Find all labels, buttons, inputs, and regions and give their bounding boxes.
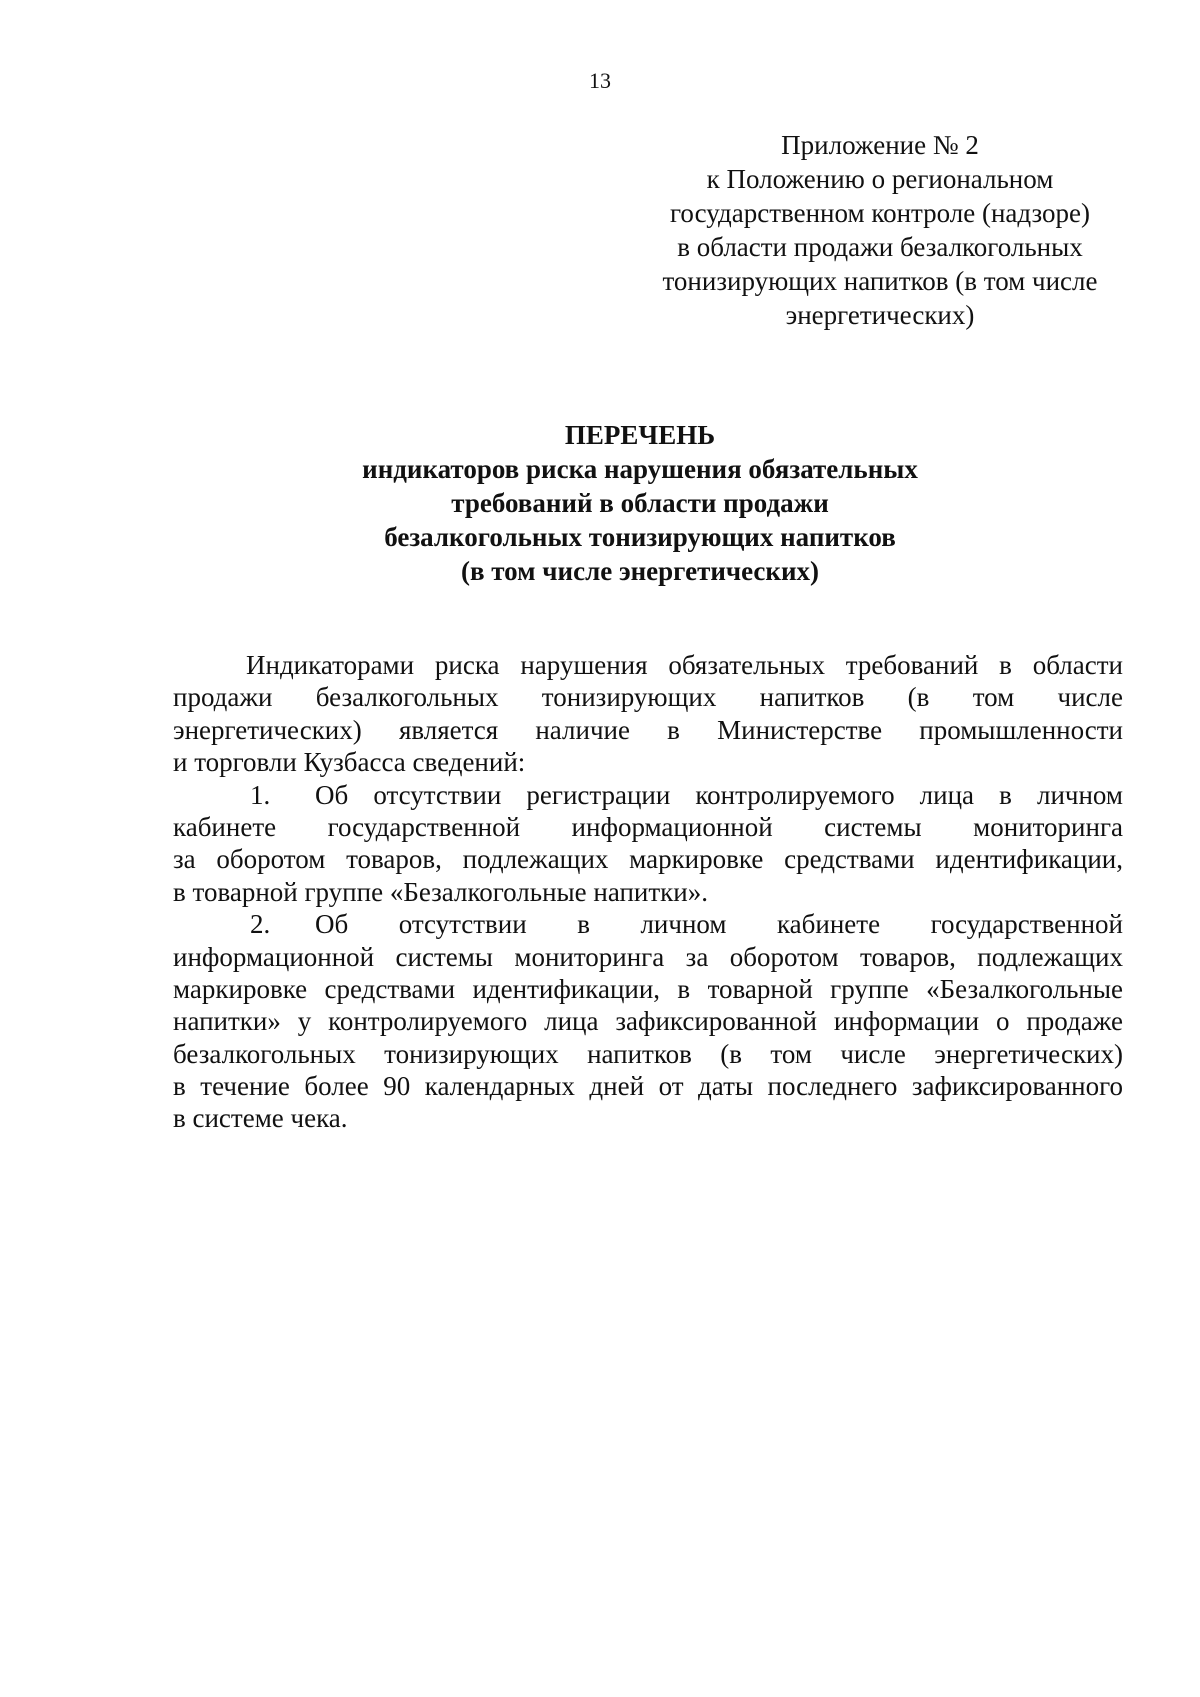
document-body — [173, 649, 1123, 1135]
list-item-line: за оборотом товаров, подлежащих маркировке средствами идентификации, — [173, 844, 1123, 875]
list-item-line: информационной системы мониторинга за оборотом товаров, подлежащих — [173, 941, 1123, 972]
list-item-line: безалкогольных тонизирующих напитков (в том числе энергетических) — [173, 1038, 1123, 1069]
list-item-text: Об отсутствии в личном кабинете государственной — [315, 909, 1123, 940]
list-item-line: в течение более 90 календарных дней от даты последнего зафиксированного — [173, 1071, 1123, 1102]
appendix-line: энергетических) — [785, 300, 975, 330]
title-subtitle-line: требований в области продажи — [451, 488, 829, 518]
list-item-line: в товарной группе «Безалкогольные напитки». — [173, 876, 708, 907]
appendix-line: тонизирующих напитков (в том числе — [662, 266, 1098, 296]
page-number: 13 — [589, 68, 611, 93]
list-item-number: 1. — [250, 779, 271, 810]
list-item-first-line — [173, 779, 1123, 811]
intro-line: Индикаторами риска нарушения обязательных требований в области — [246, 650, 1123, 680]
list-item — [173, 779, 1123, 909]
title-subtitle-line: безалкогольных тонизирующих напитков — [384, 522, 896, 552]
list-item-line: маркировке средствами идентификации, в товарной группе «Безалкогольные — [173, 973, 1123, 1004]
appendix-reference — [640, 128, 1120, 332]
list-item-line: напитки» у контролируемого лица зафиксированной информации о продаже — [173, 1006, 1123, 1037]
list-item-text: Об отсутствии регистрации контролируемого лица в личном — [315, 779, 1123, 810]
appendix-line: к Положению о региональном — [706, 164, 1054, 194]
intro-line: продажи безалкогольных тонизирующих напитков (в том числе — [173, 682, 1123, 713]
intro-line: энергетических) является наличие в Министерстве промышленности — [173, 714, 1123, 745]
title-subtitle-line: (в том числе энергетических) — [460, 556, 820, 586]
list-item-first-line — [173, 908, 1123, 940]
list-item-number: 2. — [250, 909, 271, 940]
document-title — [200, 418, 1080, 588]
list-item-line: в системе чека. — [173, 1103, 348, 1134]
title-subtitle-line: индикаторов риска нарушения обязательных — [362, 454, 918, 484]
appendix-line: государственном контроле (надзоре) — [670, 198, 1090, 228]
list-item-line: кабинете государственной информационной системы мониторинга — [173, 811, 1123, 842]
list-item — [173, 908, 1123, 1135]
intro-paragraph — [173, 649, 1123, 779]
appendix-line: Приложение № 2 — [781, 130, 979, 160]
appendix-line: в области продажи безалкогольных — [677, 232, 1083, 262]
title-heading: ПЕРЕЧЕНЬ — [564, 420, 716, 450]
intro-line: и торговли Кузбасса сведений: — [173, 747, 526, 778]
